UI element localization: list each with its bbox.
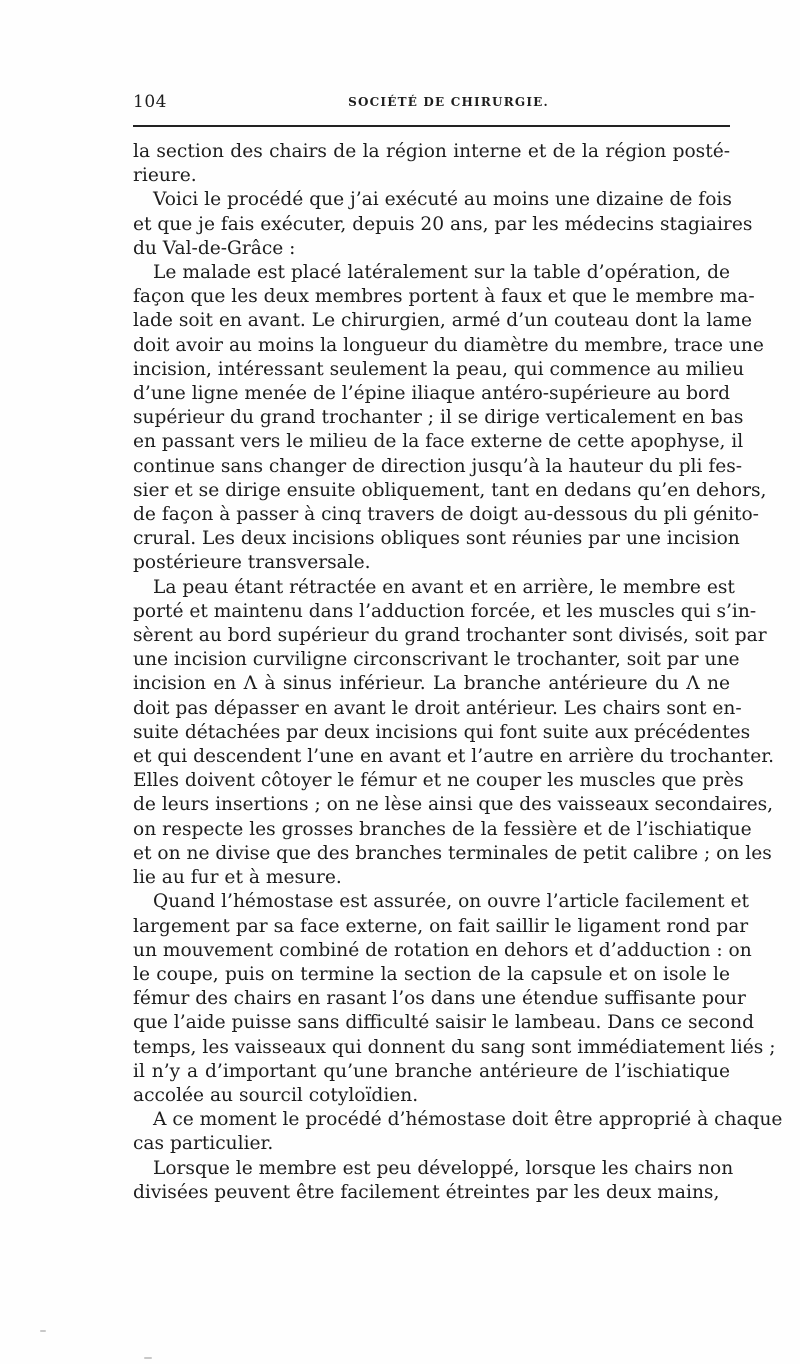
paragraph [133,576,774,891]
paragraph [133,1108,783,1156]
text-line: doit avoir au moins la longueur du diamètre du membre, trace une [133,334,764,356]
text-line: A ce moment le procédé d’hémostase doit être approprié à chaque [153,1109,783,1131]
text-line: sèrent au bord supérieur du grand trochanter sont divisés, soit par [133,625,767,647]
text-line: Le malade est placé latéralement sur la table d’opération, de [153,262,730,284]
text-line: Lorsque le membre est peu développé, lorsque les chairs non [153,1157,734,1179]
text-line: Elles doivent côtoyer le fémur et ne couper les muscles que près [133,770,744,792]
paper-speck [144,1357,152,1359]
text-line: le coupe, puis on termine la section de la capsule et on isole le [133,963,730,985]
text-line: rieure. [133,165,197,187]
page-header [133,92,730,116]
text-line: postérieure transversale. [133,552,371,574]
text-line: cas particulier. [133,1133,274,1155]
text-line: du Val-de-Grâce : [133,237,296,259]
text-line: incision, intéressant seulement la peau, qui commence au milieu [133,358,745,380]
text-line: et que je fais exécuter, depuis 20 ans, par les médecins stagiaires [133,213,753,235]
text-line: supérieur du grand trochanter ; il se dirige verticalement en bas [133,407,744,429]
text-line: La peau étant rétractée en avant et en arrière, le membre est [153,576,735,598]
paragraph [133,188,753,261]
paragraph [133,1157,734,1205]
text-line: suite détachées par deux incisions qui font suite aux précédentes [133,721,751,743]
text-line: on respecte les grosses branches de la fessière et de l’ischiatique [133,818,752,840]
text-line: lie au fur et à mesure. [133,867,342,889]
text-line: accolée au sourcil cotyloïdien. [133,1084,419,1106]
header-rule [133,125,730,127]
text-line: incision en Λ à sinus inférieur. La branche antérieure du Λ ne [133,673,730,695]
text-line: que l’aide puisse sans difficulté saisir le lambeau. Dans ce second [133,1012,755,1034]
text-line: et on ne divise que des branches terminales de petit calibre ; on les [133,842,772,864]
text-line: largement par sa face externe, on fait saillir le ligament rond par [133,915,749,937]
text-line: Quand l’hémostase est assurée, on ouvre l’article facilement et [153,891,749,913]
page-number: 104 [133,92,167,112]
text-line: et qui descendent l’une en avant et l’autre en arrière du trochanter. [133,746,774,768]
body-text [133,140,783,1205]
text-line: sier et se dirige ensuite obliquement, tant en dedans qu’en dehors, [133,479,767,501]
paper-speck [40,1330,46,1332]
text-line: façon que les deux membres portent à faux et que le membre ma- [133,286,755,308]
paragraph [133,890,776,1108]
text-line: une incision curviligne circonscrivant le trochanter, soit par une [133,649,740,671]
text-line: d’une ligne menée de l’épine iliaque antéro-supérieure au bord [133,383,730,405]
text-line: continue sans changer de direction jusqu’à la hauteur du pli fes- [133,455,743,477]
paragraph [133,140,730,188]
text-line: la section des chairs de la région interne et de la région posté- [133,141,730,162]
text-line: lade soit en avant. Le chirurgien, armé d’un couteau dont la lame [133,310,753,332]
text-line: Voici le procédé que j’ai exécuté au moins une dizaine de fois [153,189,732,211]
text-line: de leurs insertions ; on ne lèse ainsi que des vaisseaux secondaires, [133,794,774,816]
text-line: de façon à passer à cinq travers de doigt au-dessous du pli génito- [133,504,759,526]
paragraph [133,261,767,576]
text-line: il n’y a d’important qu’une branche antérieure de l’ischiatique [133,1060,730,1082]
running-head: SOCIÉTÉ DE CHIRURGIE. [348,95,549,109]
text-line: porté et maintenu dans l’adduction forcée, et les muscles qui s’in- [133,600,757,622]
text-line: un mouvement combiné de rotation en dehors et d’adduction : on [133,939,752,961]
text-line: doit pas dépasser en avant le droit antérieur. Les chairs sont en- [133,697,742,719]
text-line: fémur des chairs en rasant l’os dans une étendue suffisante pour [133,988,746,1010]
text-line: crural. Les deux incisions obliques sont réunies par une incision [133,528,740,550]
text-line: en passant vers le milieu de la face externe de cette apophyse, il [133,431,744,453]
text-line: divisées peuvent être facilement étreintes par les deux mains, [133,1181,720,1203]
text-line: temps, les vaisseaux qui donnent du sang sont immédiatement liés ; [133,1036,776,1058]
